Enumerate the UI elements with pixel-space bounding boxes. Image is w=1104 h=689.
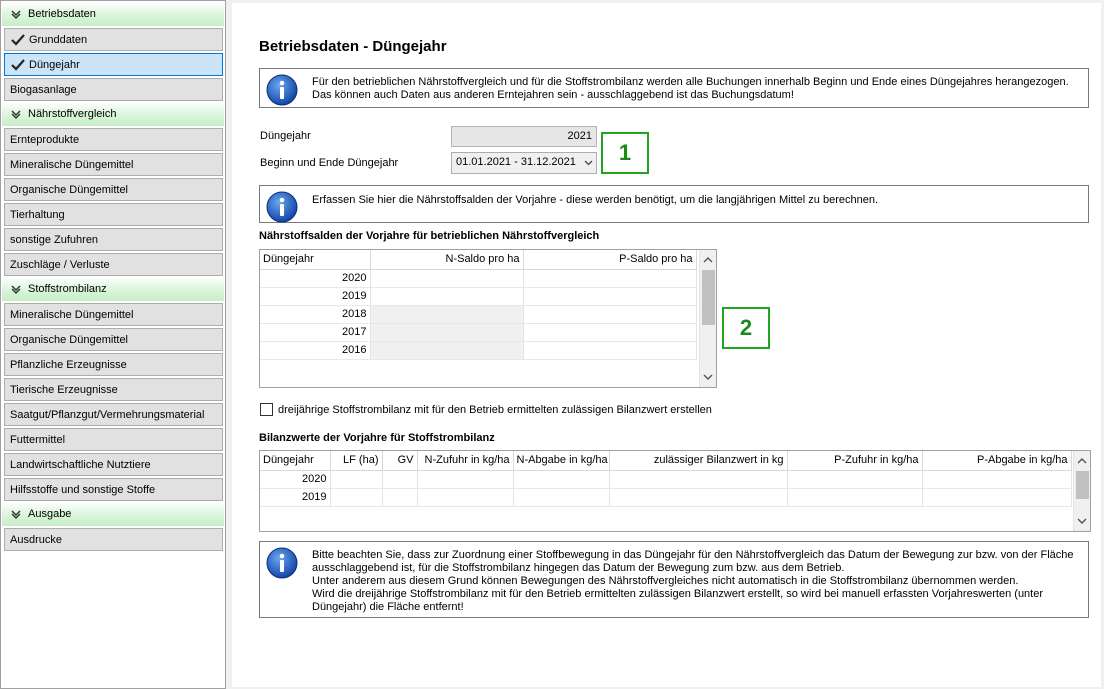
table-row[interactable] xyxy=(260,323,696,341)
info-icon xyxy=(266,74,298,106)
sidebar-item-label: sonstige Zufuhren xyxy=(10,233,99,246)
table-row[interactable] xyxy=(260,470,1071,488)
p-saldo-cell[interactable] xyxy=(523,341,696,359)
n-saldo-cell[interactable] xyxy=(370,341,523,359)
column-header[interactable]: P-Zufuhr in kg/ha xyxy=(787,451,922,470)
n-abgabe-cell[interactable] xyxy=(513,488,609,506)
year-cell: 2020 xyxy=(260,470,330,488)
sidebar-item-tierische-erzeugnisse[interactable] xyxy=(4,378,223,401)
info-icon xyxy=(266,191,298,223)
column-header[interactable]: GV xyxy=(382,451,417,470)
info-text: Erfassen Sie hier die Nährstoffsalden der Vorjahre - diese werden benötigt, um die langjährigen Mittel zu berechnen. xyxy=(312,194,879,206)
sidebar-item-label: Ausdrucke xyxy=(10,533,62,546)
sidebar-item-label: Organische Düngemittel xyxy=(10,333,129,346)
sidebar-item-futtermittel[interactable] xyxy=(4,428,223,451)
p-saldo-cell[interactable] xyxy=(523,269,696,287)
n-saldo-cell[interactable] xyxy=(370,287,523,305)
bilanz-grid[interactable] xyxy=(259,450,1091,532)
saldo-grid[interactable] xyxy=(259,249,717,388)
sidebar-item-tierhaltung[interactable] xyxy=(4,203,223,226)
chevron-down-icon[interactable] xyxy=(703,372,713,382)
year-cell: 2019 xyxy=(260,488,330,506)
table-row[interactable] xyxy=(260,488,1071,506)
sidebar-item-mineralische-duengemittel[interactable] xyxy=(4,153,223,176)
sidebar-item-saatgut[interactable] xyxy=(4,403,223,426)
double-chevron-up-icon xyxy=(10,8,22,20)
sidebar-item-label: Saatgut/Pflanzgut/Vermehrungsmaterial xyxy=(10,408,205,421)
sidebar-item-nutztiere[interactable] xyxy=(4,453,223,476)
info-box-hinweis xyxy=(259,541,1089,618)
chevron-down-icon xyxy=(584,158,593,167)
n-zufuhr-cell[interactable] xyxy=(417,470,513,488)
info-box-buchungen xyxy=(259,68,1089,108)
checkmark-icon xyxy=(11,34,25,46)
content-area xyxy=(232,3,1101,687)
main-panel xyxy=(226,0,1104,689)
checkmark-icon xyxy=(11,59,25,71)
navigation-sidebar xyxy=(0,0,226,689)
sidebar-item-label: Grunddaten xyxy=(29,33,88,46)
section-label: Stoffstrombilanz xyxy=(28,283,107,295)
sidebar-item-label: Mineralische Düngemittel xyxy=(10,308,134,321)
sidebar-item-label: Landwirtschaftliche Nutztiere xyxy=(10,458,151,471)
sidebar-item-zuschlaege-verluste[interactable] xyxy=(4,253,223,276)
chevron-up-icon[interactable] xyxy=(703,255,713,265)
column-header[interactable]: LF (ha) xyxy=(330,451,382,470)
n-abgabe-cell[interactable] xyxy=(513,470,609,488)
bilanz-grid-title: Bilanzwerte der Vorjahre für Stoffstrombilanz xyxy=(259,432,495,444)
annotation-marker-2: 2 xyxy=(722,307,770,349)
section-label: Nährstoffvergleich xyxy=(28,108,117,120)
sidebar-item-organische-duengemittel[interactable] xyxy=(4,178,223,201)
sidebar-item-duengejahr[interactable] xyxy=(4,53,223,76)
checkbox-label[interactable]: dreijährige Stoffstrombilanz mit für den Betrieb ermittelten zulässigen Bilanzwert erstellen xyxy=(278,404,712,416)
sidebar-item-ssb-organische-duengemittel[interactable] xyxy=(4,328,223,351)
sidebar-item-hilfsstoffe[interactable] xyxy=(4,478,223,501)
sidebar-item-grunddaten[interactable] xyxy=(4,28,223,51)
column-header[interactable]: N-Abgabe in kg/ha xyxy=(513,451,609,470)
sidebar-item-label: Tierhaltung xyxy=(10,208,65,221)
sidebar-item-label: Biogasanlage xyxy=(10,83,77,96)
n-saldo-cell[interactable] xyxy=(370,269,523,287)
p-abgabe-cell[interactable] xyxy=(922,470,1071,488)
sidebar-item-ssb-mineralische-duengemittel[interactable] xyxy=(4,303,223,326)
n-zufuhr-cell[interactable] xyxy=(417,488,513,506)
page-title: Betriebsdaten - Düngejahr xyxy=(259,38,447,55)
info-text: Bitte beachten Sie, dass zur Zuordnung einer Stoffbewegung in das Düngejahr für den Nährstoffvergleich das Datum der Bewegung zur bzw. von der Fläche ausschlaggebend ist, für die Stoffstrombilanz hingegen das Datum der Bewegung zum bzw. aus dem Betrieb. Unter anderem aus diesem Grund können Bewegungen des Nährstoffvergleiches nicht automatisch in die Stoffstrombilanz übernommen werden. Wird die dreijährige Stoffstrombilanz mit für den Betrieb ermittelten zulässigen Bilanzwert erstellt, so wird bei manuell erfassten Vorjahreswerten (unter Düngejahr) die Fläche entfernt! xyxy=(312,549,1074,613)
vertical-scrollbar[interactable] xyxy=(1073,451,1090,531)
info-box-vorjahre xyxy=(259,185,1089,223)
saldo-grid-title: Nährstoffsalden der Vorjahre für betrieblichen Nährstoffvergleich xyxy=(259,230,600,242)
gv-cell[interactable] xyxy=(382,488,417,506)
sidebar-item-ausdrucke[interactable] xyxy=(4,528,223,551)
year-cell: 2017 xyxy=(260,323,370,341)
double-chevron-up-icon xyxy=(10,108,22,120)
section-header-naehrstoffvergleich[interactable] xyxy=(2,102,224,126)
p-zufuhr-cell[interactable] xyxy=(787,488,922,506)
sidebar-item-biogasanlage[interactable] xyxy=(4,78,223,101)
lf-cell[interactable] xyxy=(330,488,382,506)
year-cell: 2016 xyxy=(260,341,370,359)
double-chevron-up-icon xyxy=(10,508,22,520)
table-row[interactable] xyxy=(260,341,696,359)
section-header-stoffstrombilanz[interactable] xyxy=(2,277,224,301)
column-header[interactable]: N-Zufuhr in kg/ha xyxy=(417,451,513,470)
p-saldo-cell[interactable] xyxy=(523,305,696,323)
duengejahr-field[interactable]: 2021 xyxy=(451,126,597,147)
sidebar-item-label: Futtermittel xyxy=(10,433,66,446)
double-chevron-up-icon xyxy=(10,283,22,295)
sidebar-item-label: Pflanzliche Erzeugnisse xyxy=(10,358,127,371)
column-header[interactable]: N-Saldo pro ha xyxy=(370,250,523,269)
section-header-betriebsdaten[interactable] xyxy=(2,2,224,26)
vertical-scrollbar[interactable] xyxy=(699,250,716,387)
scrollbar-thumb[interactable] xyxy=(702,270,715,325)
sidebar-item-sonstige-zufuhren[interactable] xyxy=(4,228,223,251)
bilanzwert-cell[interactable] xyxy=(609,470,787,488)
annotation-marker-1: 1 xyxy=(601,132,649,174)
bilanzwert-cell[interactable] xyxy=(609,488,787,506)
section-label: Betriebsdaten xyxy=(28,8,96,20)
sidebar-item-label: Hilfsstoffe und sonstige Stoffe xyxy=(10,483,156,496)
p-zufuhr-cell[interactable] xyxy=(787,470,922,488)
column-header[interactable]: Düngejahr xyxy=(260,451,330,470)
section-label: Ausgabe xyxy=(28,508,72,520)
scrollbar-thumb[interactable] xyxy=(1076,471,1089,499)
column-header[interactable]: P-Abgabe in kg/ha xyxy=(922,451,1071,470)
beginn-ende-label: Beginn und Ende Düngejahr xyxy=(260,157,399,169)
sidebar-item-pflanzliche-erzeugnisse[interactable] xyxy=(4,353,223,376)
sidebar-item-label: Organische Düngemittel xyxy=(10,183,129,196)
year-cell: 2018 xyxy=(260,305,370,323)
sidebar-item-label: Düngejahr xyxy=(29,58,80,71)
gv-cell[interactable] xyxy=(382,470,417,488)
column-header[interactable]: P-Saldo pro ha xyxy=(523,250,696,269)
table-row[interactable] xyxy=(260,305,696,323)
sidebar-item-label: Mineralische Düngemittel xyxy=(10,158,134,171)
chevron-down-icon[interactable] xyxy=(1077,516,1087,526)
p-saldo-cell[interactable] xyxy=(523,287,696,305)
info-text: Für den betrieblichen Nährstoffvergleich und für die Stoffstrombilanz werden alle Buchungen innerhalb Beginn und Ende eines Düngejahres herangezogen. Das können auch Daten aus anderen Erntejahren sein - ausschlaggebend ist das Buchungsdatum! xyxy=(312,76,1069,101)
sidebar-item-label: Ernteprodukte xyxy=(10,133,80,146)
dreijaehrige-bilanz-checkbox[interactable] xyxy=(260,403,273,416)
sidebar-item-label: Tierische Erzeugnisse xyxy=(10,383,118,396)
table-row[interactable] xyxy=(260,269,696,287)
table-row[interactable] xyxy=(260,287,696,305)
p-abgabe-cell[interactable] xyxy=(922,488,1071,506)
year-cell: 2020 xyxy=(260,269,370,287)
lf-cell[interactable] xyxy=(330,470,382,488)
n-saldo-cell[interactable] xyxy=(370,323,523,341)
p-saldo-cell[interactable] xyxy=(523,323,696,341)
n-saldo-cell[interactable] xyxy=(370,305,523,323)
sidebar-item-label: Zuschläge / Verluste xyxy=(10,258,110,271)
column-header[interactable]: zulässiger Bilanzwert in kg xyxy=(609,451,787,470)
sidebar-item-ernteprodukte[interactable] xyxy=(4,128,223,151)
dropdown-value: 01.01.2021 - 31.12.2021 xyxy=(456,156,576,168)
year-cell: 2019 xyxy=(260,287,370,305)
column-header[interactable]: Düngejahr xyxy=(260,250,370,269)
beginn-ende-dropdown[interactable] xyxy=(451,152,597,174)
section-header-ausgabe[interactable] xyxy=(2,502,224,526)
duengejahr-label: Düngejahr xyxy=(260,130,311,142)
info-icon xyxy=(266,547,298,579)
chevron-up-icon[interactable] xyxy=(1077,456,1087,466)
